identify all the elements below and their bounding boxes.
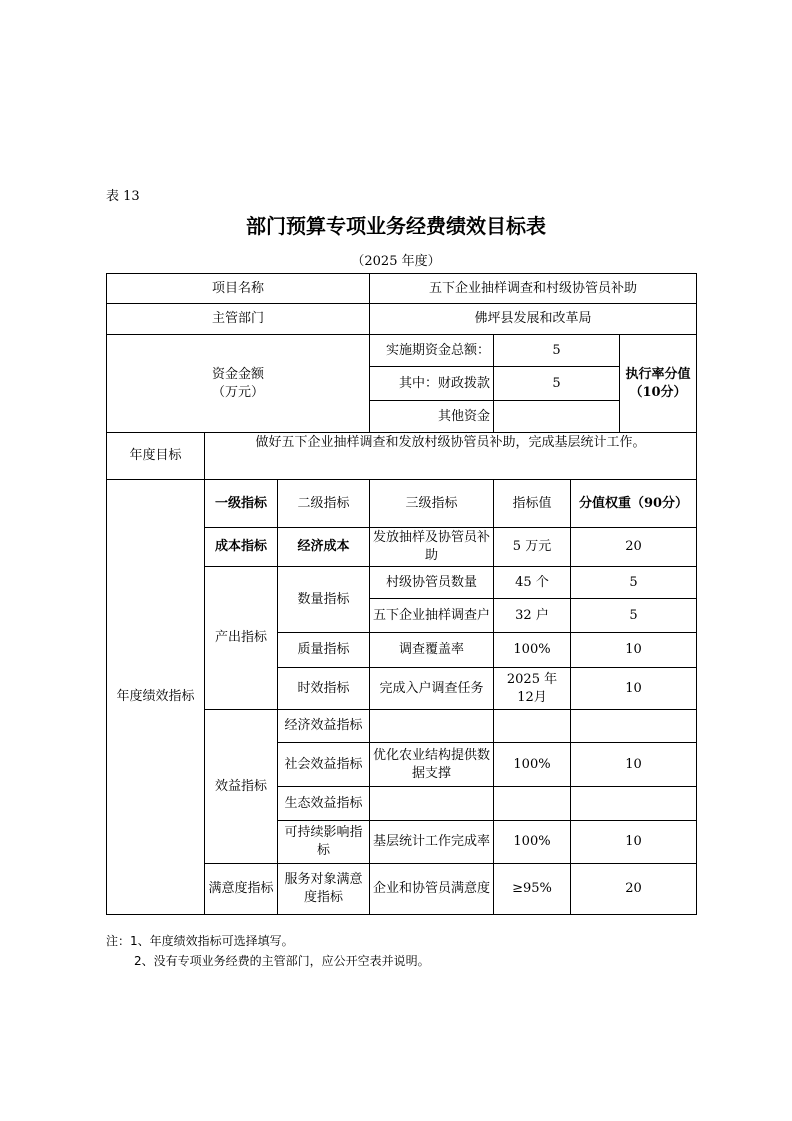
satisfaction-value: ≥95%	[494, 864, 571, 915]
social-benefit-weight: 10	[571, 743, 697, 787]
q2-l3: 五下企业抽样调查户	[370, 599, 494, 633]
quality-value: 100%	[494, 633, 571, 668]
sustain-weight: 10	[571, 821, 697, 864]
social-benefit-l3: 优化农业结构提供数据支撑	[370, 743, 494, 787]
total-funds-value: 5	[494, 335, 620, 367]
annual-goal-text: 做好五下企业抽样调查和发放村级协管员补助，完成基层统计工作。	[205, 433, 697, 480]
q1-l3: 村级协管员数量	[370, 567, 494, 599]
cost-value: 5 万元	[494, 528, 571, 567]
fiscal-funds-label: 其中：财政拨款	[370, 367, 494, 401]
col-level1: 一级指标	[205, 480, 278, 528]
time-l2: 时效指标	[278, 668, 370, 710]
annual-goal-label: 年度目标	[107, 433, 205, 480]
fiscal-funds-value: 5	[494, 367, 620, 401]
project-name-label: 项目名称	[107, 274, 370, 304]
econ-benefit-l2: 经济效益指标	[278, 710, 370, 743]
cost-l2: 经济成本	[278, 528, 370, 567]
eco-benefit-weight	[571, 787, 697, 821]
cost-l3: 发放抽样及协管员补助	[370, 528, 494, 567]
other-funds-value	[494, 401, 620, 433]
project-name-value: 五下企业抽样调查和村级协管员补助	[370, 274, 697, 304]
funds-label: 资金金额 （万元）	[107, 335, 370, 433]
output-l1: 产出指标	[205, 567, 278, 710]
sustain-value: 100%	[494, 821, 571, 864]
time-value: 2025 年 12月	[494, 668, 571, 710]
col-level3: 三级指标	[370, 480, 494, 528]
econ-benefit-l3	[370, 710, 494, 743]
sustain-l3: 基层统计工作完成率	[370, 821, 494, 864]
cost-l1: 成本指标	[205, 528, 278, 567]
time-l3: 完成入户调查任务	[370, 668, 494, 710]
time-weight: 10	[571, 668, 697, 710]
econ-benefit-value	[494, 710, 571, 743]
indicators-group-label: 年度绩效指标	[107, 480, 205, 915]
page-title: 部门预算专项业务经费绩效目标表	[246, 214, 546, 238]
table-number: 表 13	[106, 189, 140, 204]
q2-value: 32 户	[494, 599, 571, 633]
social-benefit-l2: 社会效益指标	[278, 743, 370, 787]
satisfaction-l2: 服务对象满意度指标	[278, 864, 370, 915]
quantity-l2: 数量指标	[278, 567, 370, 633]
benefit-l1: 效益指标	[205, 710, 278, 864]
social-benefit-value: 100%	[494, 743, 571, 787]
total-funds-label: 实施期资金总额：	[370, 335, 494, 367]
other-funds-label: 其他资金	[370, 401, 494, 433]
quality-l3: 调查覆盖率	[370, 633, 494, 668]
department-label: 主管部门	[107, 304, 370, 335]
eco-benefit-l2: 生态效益指标	[278, 787, 370, 821]
q1-value: 45 个	[494, 567, 571, 599]
col-value: 指标值	[494, 480, 571, 528]
satisfaction-weight: 20	[571, 864, 697, 915]
note-1: 注：1、年度绩效指标可选择填写。	[106, 934, 294, 948]
col-level2: 二级指标	[278, 480, 370, 528]
note-2: 2、没有专项业务经费的主管部门，应公开空表并说明。	[134, 954, 430, 968]
cost-weight: 20	[571, 528, 697, 567]
satisfaction-l3: 企业和协管员满意度	[370, 864, 494, 915]
col-weight: 分值权重（90分）	[571, 480, 697, 528]
satisfaction-l1: 满意度指标	[205, 864, 278, 915]
performance-table	[106, 273, 697, 915]
exec-score-label: 执行率分值（10分）	[620, 335, 697, 433]
q2-weight: 5	[571, 599, 697, 633]
q1-weight: 5	[571, 567, 697, 599]
sustain-l2: 可持续影响指标	[278, 821, 370, 864]
quality-weight: 10	[571, 633, 697, 668]
quality-l2: 质量指标	[278, 633, 370, 668]
econ-benefit-weight	[571, 710, 697, 743]
eco-benefit-value	[494, 787, 571, 821]
department-value: 佛坪县发展和改革局	[370, 304, 697, 335]
year-label: （2025 年度）	[351, 254, 441, 269]
eco-benefit-l3	[370, 787, 494, 821]
